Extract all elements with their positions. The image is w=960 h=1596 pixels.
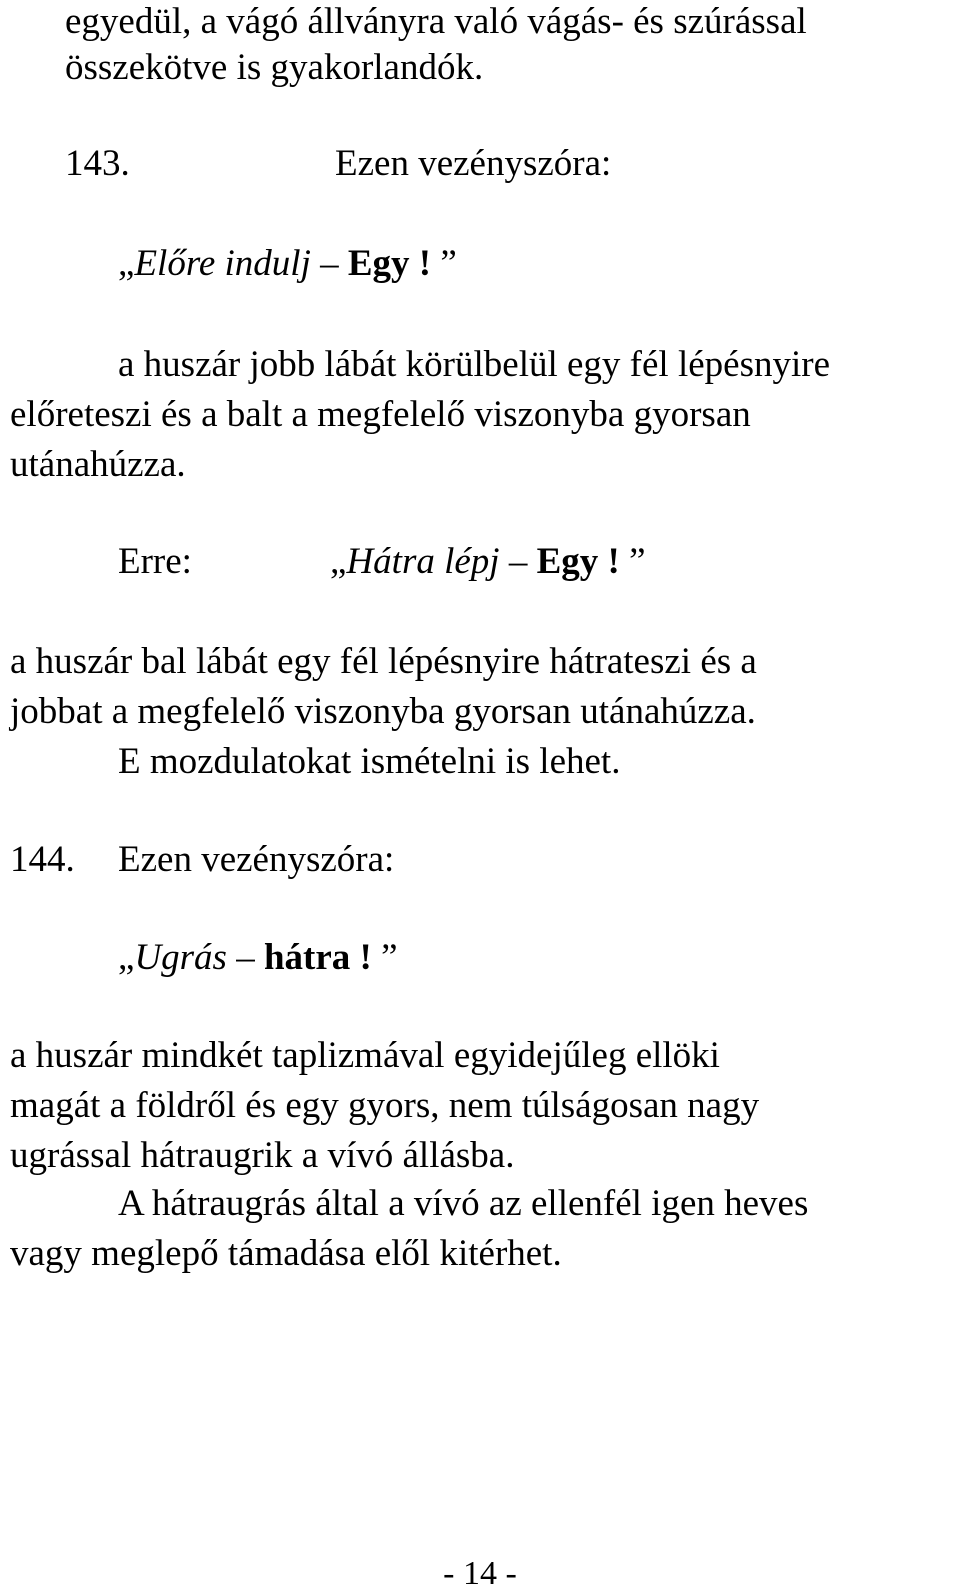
intro-line-1: egyedül, a vágó állványra való vágás- és szúrással [65,1,807,42]
section-144-desc-line-1: a huszár mindkét taplizmával egyidejűleg ellöki [10,1035,720,1076]
command-close-quote: ” [431,243,457,284]
command-bold: hátra ! [263,937,372,978]
section-143-second-command [330,540,646,584]
section-143-second-label: Erre: [118,541,192,582]
section-143-second-desc-line-2: jobbat a megfelelő viszonyba gyorsan utánahúzza. [10,691,756,732]
section-143-label: Ezen vezényszóra: [335,143,612,184]
command-close-quote: ” [371,937,398,978]
command-open-quote: „ [118,937,135,978]
section-144-label: Ezen vezényszóra: [118,839,395,880]
page-number: - 14 - [443,1555,517,1592]
intro-line-2: összekötve is gyakorlandók. [65,47,484,88]
section-144-desc-line-5: vagy meglepő támadása elől kitérhet. [10,1233,562,1274]
second-command-bold: Egy ! [536,541,620,582]
section-144-desc-line-2: magát a földről és egy gyors, nem túlságosan nagy [10,1085,760,1126]
command-italic: Előre indulj – [134,243,348,284]
section-144-number: 144. [10,839,75,880]
section-144-desc-line-3: ugrással hátraugrik a vívó állásba. [10,1135,515,1176]
section-143-number: 143. [65,143,130,184]
command-italic: Ugrás – [134,937,264,978]
section-143-command [118,242,457,286]
second-command-close-quote: ” [619,541,646,582]
section-144-desc-line-4: A hátraugrás által a vívó az ellenfél igen heves [118,1183,809,1224]
section-143-desc-line-1: a huszár jobb lábát körülbelül egy fél lépésnyire [118,344,830,385]
second-command-open-quote: „ [330,541,347,582]
second-command-italic: Hátra lépj – [346,541,537,582]
section-143-second-desc-line-3: E mozdulatokat ismételni is lehet. [118,741,621,782]
section-143-desc-line-2: előreteszi és a balt a megfelelő viszonyba gyorsan [10,394,751,435]
section-143-second-desc-line-1: a huszár bal lábát egy fél lépésnyire hátrateszi és a [10,641,757,682]
section-144-command [118,936,398,980]
command-bold: Egy ! [347,243,432,284]
command-open-quote: „ [118,243,135,284]
section-143-desc-line-3: utánahúzza. [10,444,186,485]
